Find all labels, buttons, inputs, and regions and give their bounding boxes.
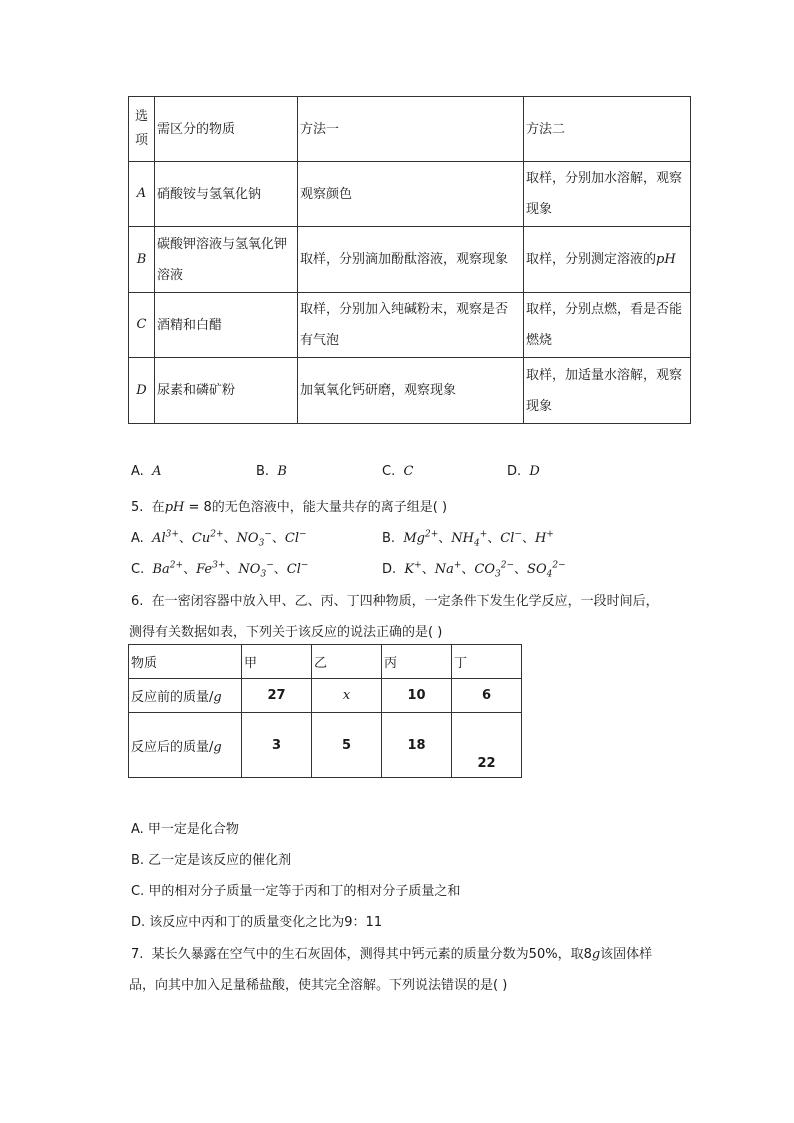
header-jia: 甲 (242, 645, 312, 679)
mass-cell: 27 (242, 679, 312, 713)
method2-cell: 取样，分别点燃，看是否能 燃烧 (524, 293, 691, 358)
option-cell: A (129, 162, 155, 227)
q7-stem-line1: 7. 某长久暴露在空气中的生石灰固体，测得其中钙元素的质量分数为50%，取8g该固体样 (131, 947, 653, 962)
mass-cell: 5 (312, 713, 382, 778)
q5-choice-b[interactable]: B. $Mg^{2+}$、$NH_4^+$、Cl−、H+ (382, 529, 554, 549)
option-cell: D (129, 358, 155, 424)
mass-cell: 18 (382, 713, 452, 778)
header-yi: 乙 (312, 645, 382, 679)
q7-stem-line2: 品，向其中加入足量稀盐酸，使其完全溶解。下列说法错误的是( ) (129, 978, 508, 993)
method-table-header-row (129, 97, 691, 162)
mass-cell: 3 (242, 713, 312, 778)
substance-cell: 碳酸钾溶液与氢氧化钾 溶液 (155, 227, 298, 293)
option-cell: B (129, 227, 155, 293)
method-table (128, 96, 691, 424)
mass-cell: 22 (452, 713, 522, 778)
q6-stem-line2: 测得有关数据如表，下列关于该反应的说法正确的是( ) (129, 625, 443, 640)
q4-choice-a[interactable]: A. A (131, 464, 162, 479)
q6-choice-a[interactable]: A. 甲一定是化合物 (131, 822, 239, 837)
reaction-mass-table (128, 644, 522, 778)
q4-choice-b[interactable]: B. B (256, 464, 287, 479)
mass-cell: 6 (452, 679, 522, 713)
header-method2: 方法二 (524, 97, 691, 162)
q5-stem: 5. 在pH = 8的无色溶液中，能大量共存的离子组是( ) (131, 500, 448, 515)
substance-cell: 酒精和白醋 (155, 293, 298, 358)
row-label-after: 反应后的质量/g (129, 713, 242, 778)
method1-cell: 观察颜色 (298, 162, 524, 227)
method2-cell: 取样，分别加水溶解，观察 现象 (524, 162, 691, 227)
table-row (129, 713, 522, 778)
table-row (129, 679, 522, 713)
mass-table-header-row (129, 645, 522, 679)
method2-cell: 取样，分别测定溶液的pH (524, 227, 691, 293)
substance-cell: 硝酸铵与氢氧化钠 (155, 162, 298, 227)
q5-choice-a[interactable]: A. $Al^{3+}$、$Cu^{2+}$、$NO_3^-$、Cl− (131, 529, 307, 549)
substance-cell: 尿素和磷矿粉 (155, 358, 298, 424)
q6-choice-d[interactable]: D. 该反应中丙和丁的质量变化之比为9：11 (131, 915, 383, 930)
header-substance: 需区分的物质 (155, 97, 298, 162)
method1-cell: 取样，分别滴加酚酞溶液，观察现象 (298, 227, 524, 293)
q5-choice-d[interactable]: D. K+、Na+、$CO_3^{2-}$、$SO_4^{2-}$ (382, 560, 566, 580)
table-row (129, 358, 691, 424)
header-method1: 方法一 (298, 97, 524, 162)
method1-cell: 取样，分别加入纯碱粉末，观察是否 有气泡 (298, 293, 524, 358)
q4-choice-c[interactable]: C. C (382, 464, 414, 479)
header-option: 选项 (129, 97, 155, 162)
method2-cell: 取样，加适量水溶解，观察 现象 (524, 358, 691, 424)
q6-choice-c[interactable]: C. 甲的相对分子质量一定等于丙和丁的相对分子质量之和 (131, 884, 461, 899)
table-row (129, 162, 691, 227)
mass-cell: x (312, 679, 382, 713)
q4-choice-d[interactable]: D. D (507, 464, 540, 479)
method1-cell: 加氧氧化钙研磨，观察现象 (298, 358, 524, 424)
mass-cell: 10 (382, 679, 452, 713)
option-cell: C (129, 293, 155, 358)
table-row (129, 227, 691, 293)
header-substance: 物质 (129, 645, 242, 679)
header-ding: 丁 (452, 645, 522, 679)
table-row (129, 293, 691, 358)
q5-choice-c[interactable]: C. $Ba^{2+}$、$Fe^{3+}$、$NO_3^-$、Cl− (131, 560, 309, 580)
row-label-before: 反应前的质量/g (129, 679, 242, 713)
header-bing: 丙 (382, 645, 452, 679)
q6-choice-b[interactable]: B. 乙一定是该反应的催化剂 (131, 853, 292, 868)
q6-stem-line1: 6. 在一密闭容器中放入甲、乙、丙、丁四种物质，一定条件下发生化学反应，一段时间后， (131, 594, 659, 609)
